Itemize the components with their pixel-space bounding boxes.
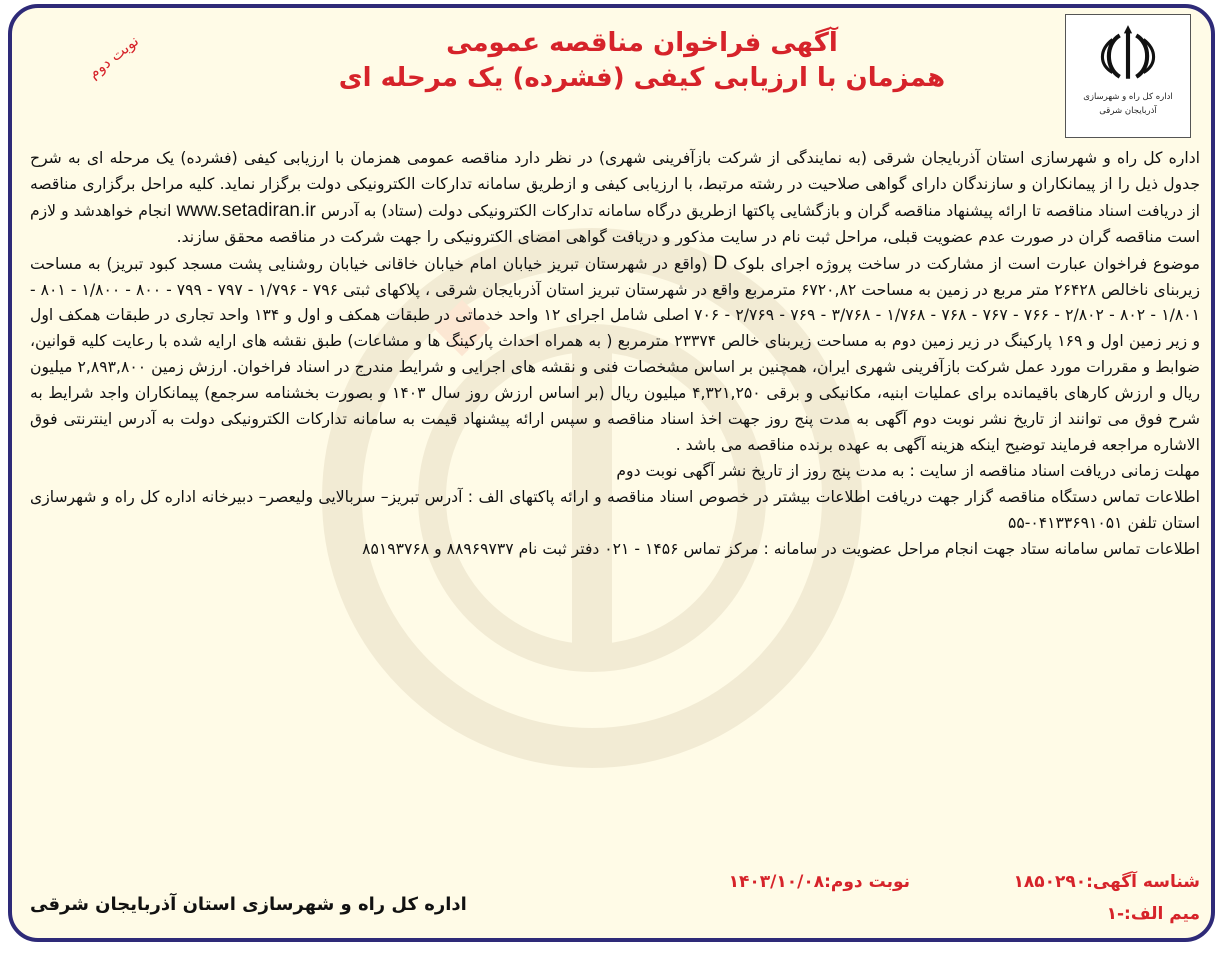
notice-title <box>312 26 972 96</box>
subject-text-b: (واقع در شهرستان تبریز خیابان امام خیابان خاقانی خیابان روشنایی پشت مسجد کبود تبریز) به مساحت زیربنای ناخالص ۲۶۴۲۸ متر مربع در زمین به مساحت ۶۷۲۰,۸۲ مترمربع واقع در شهرستان تبریز استان آذربایجان شرقی ، پلاکهای ثبتی ۷۹۶ - ۱/۷۹۶ - ۷۹۷ - ۷۹۹ - ۸۰۰ - ۱/۸۰۰ - ۸۰۱ - ۱/۸۰۱ - ۸۰۲ - ۲/۸۰۲ - ۷۶۶ - ۷۶۷ - ۷۶۸ - ۱/۷۶۸ - ۳/۷۶۸ - ۷۶۹ - ۲/۷۶۹ - ۷۰۶ اصلی شامل اجرای ۱۲ واحد خدماتی در طبقات همکف و اول و ۱۳۴ واحد تجاری در طبقات همکف اول و زیر زمین اول و ۱۶۹ پارکینگ در زیر زمین دوم به مساحت زیربنای خالص ۲۳۳۷۴ مترمربع ( به همراه احداث پارکینگ ها و مشاعات) طبق نقشه های ارایه شده با رعایت کلیه قوانین، ضوابط و مقررات مورد عمل شرکت بازآفرینی شهری ایران، همچنین بر اساس مشخصات فنی و نقشه های اجرایی و شرایط مندرج در اسناد فراخوان. ارزش زمین ۲,۸۹۳,۸۰۰ میلیون ریال و ارزش کارهای باقیمانده برای عملیات ابنیه، مکانیکی و برقی ۴,۳۲۱,۲۵۰ میلیون ریال (بر اساس ارزش روز سال ۱۴۰۳ و بصورت بخشنامه سرجمع) پیمانکاران واجد شرایط به شرح فوق می توانند از تاریخ نشر نوبت دوم آگهی به مدت پنج روز جهت اخذ اسناد مناقصه و سپس ارائه پیشنهاد قیمت به سامانه تدارکات الکترونیکی دولت به آدرس اینترنتی فوق الاشاره مراجعه فرمایند توضیح اینکه هزینه آگهی به عهده برنده مناقصه می باشد . <box>30 254 1201 454</box>
iran-emblem-icon <box>1097 23 1159 85</box>
ad-round-date: نوبت دوم:۱۴۰۳/۱۰/۰۸ <box>728 872 910 892</box>
emblem-label-line2: آذربایجان شرقی <box>1099 106 1157 116</box>
emblem-box <box>1065 14 1191 138</box>
website-link[interactable]: www.setadiran.ir <box>176 199 316 221</box>
emblem-label-line1: اداره کل راه و شهرسازی <box>1083 92 1173 102</box>
notice-footer <box>30 866 1200 936</box>
title-line2: همزمان با ارزیابی کیفی (فشرده) یک مرحله ای <box>338 63 946 93</box>
ad-code: میم الف:-۱ <box>1106 904 1200 924</box>
block-letter: D <box>713 252 728 274</box>
title-line1: آگهی فراخوان مناقصه عمومی <box>446 28 838 58</box>
notice-frame <box>8 4 1215 942</box>
paragraph-deadline: مهلت زمانی دریافت اسناد مناقصه از سایت : به مدت پنج روز از تاریخ نشر آگهی نوبت دوم <box>616 461 1200 480</box>
paragraph-contact-setad: اطلاعات تماس سامانه ستاد جهت انجام مراحل عضویت در سامانه : مرکز تماس ۱۴۵۶ - ۰۲۱ دفتر ثبت نام ۸۸۹۶۹۷۳۷ و ۸۵۱۹۳۷۶۸ <box>362 539 1200 558</box>
issuer-name: اداره کل راه و شهرسازی استان آذربایجان شرقی <box>30 894 467 915</box>
notice-body <box>30 146 1200 563</box>
round-stamp: نوبت دوم <box>84 31 143 83</box>
subject-text-a: موضوع فراخوان عبارت است از مشارکت در ساخت پروژه اجرای بلوک <box>733 254 1200 273</box>
paragraph-subject <box>30 251 1200 459</box>
intro-text-b: انجام خواهدشد و لازم است مناقصه گران در صورت عدم عضویت قبلی، مراحل ثبت نام در سایت مذکور و دریافت گواهی امضای الکترونیکی را جهت شرکت در مناقصه محقق سازند. <box>30 201 1200 246</box>
paragraph-intro <box>30 146 1200 251</box>
intro-text-a: اداره کل راه و شهرسازی استان آذربایجان شرقی (به نمایندگی از شرکت بازآفرینی شهری) در نظر دارد مناقصه عمومی همزمان با ارزیابی کیفی (فشرده) یک مرحله ای به شرح جدول ذیل را از پیمانکاران و سازندگان دارای گواهی صلاحیت در رشته مرتبط، با ارزیابی کیفی و ازطریق سامانه تدارکات الکترونیکی دولت برگزار نماید. کلیه مراحل برگزاری مناقصه از دریافت اسناد مناقصه تا ارائه پیشنهاد مناقصه گران و بازگشایی پاکتها ازطریق درگاه سامانه تدارکات الکترونیکی دولت (ستاد) به آدرس <box>30 149 1200 220</box>
ad-id: شناسه آگهی:۱۸۵۰۲۹۰ <box>1013 872 1200 892</box>
paragraph-contact-authority: اطلاعات تماس دستگاه مناقصه گزار جهت دریافت اطلاعات بیشتر در خصوص اسناد مناقصه و ارائه پاکتهای الف : آدرس تبریز– سربالایی ولیعصر– دبیرخانه اداره کل راه و شهرسازی استان تلفن ۰۴۱۳۳۶۹۱۰۵۱-۵۵ <box>30 487 1200 532</box>
